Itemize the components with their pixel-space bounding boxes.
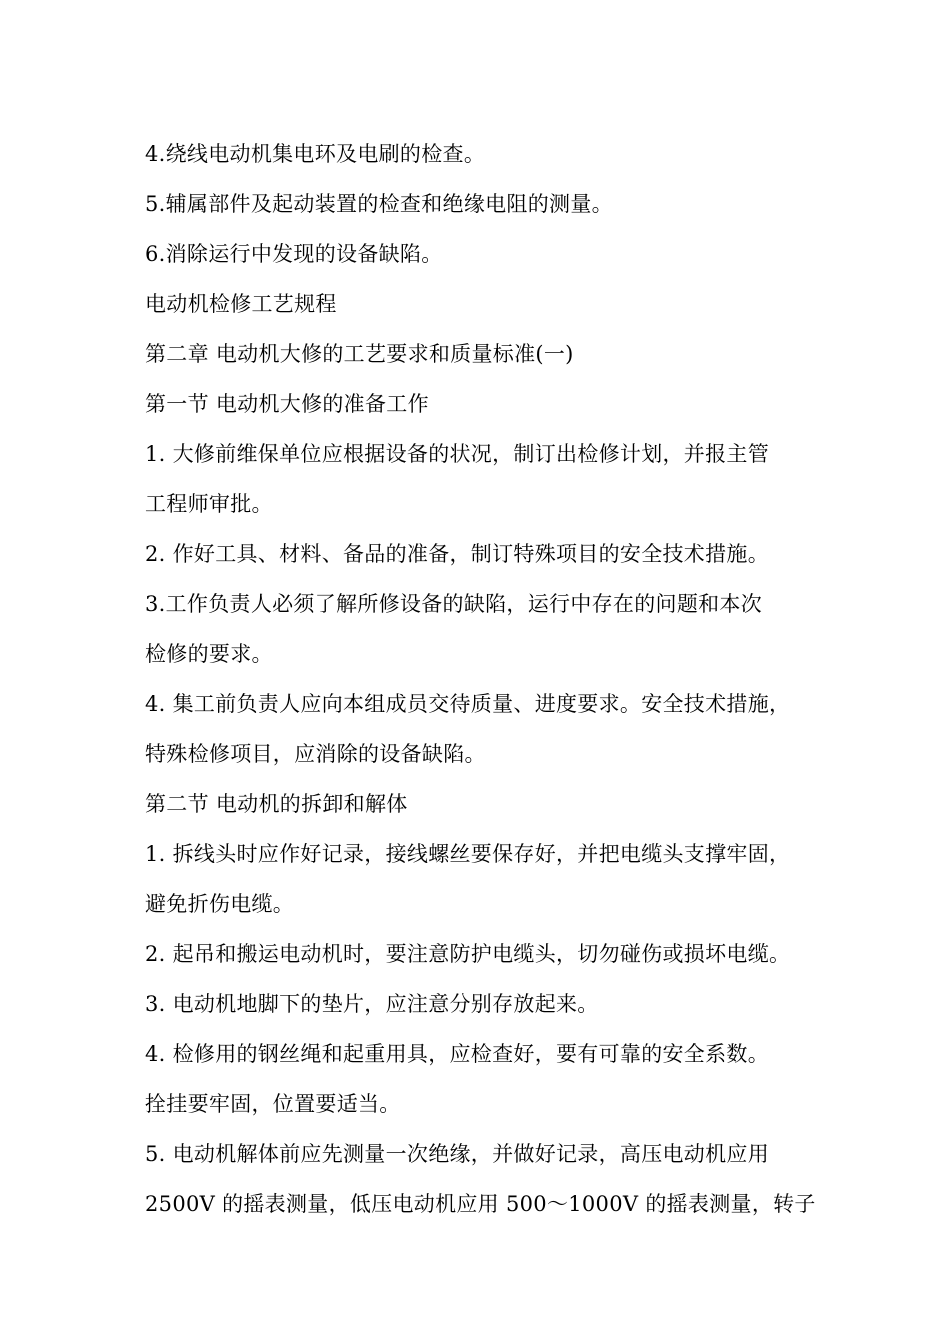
- paragraph-line: 特殊检修项目，应消除的设备缺陷。: [145, 742, 486, 766]
- paragraph-line: 检修的要求。: [145, 642, 273, 666]
- section-2-heading: 第二节 电动机的拆卸和解体: [145, 792, 408, 816]
- list-item-5-accessory-check: 5.辅属部件及起动装置的检查和绝缘电阻的测量。: [145, 192, 613, 216]
- list-item-4-slip-ring-check: 4.绕线电动机集电环及电刷的检查。: [145, 142, 486, 166]
- document-title: 电动机检修工艺规程: [145, 292, 337, 316]
- paragraph-line: 工程师审批。: [145, 492, 273, 516]
- paragraph-line: 避免折伤电缆。: [145, 892, 295, 916]
- paragraph-line: 2500V 的摇表测量，低压电动机应用 500～1000V 的摇表测量，转子: [145, 1192, 816, 1216]
- paragraph-line: 5. 电动机解体前应先测量一次绝缘，并做好记录，高压电动机应用: [145, 1142, 770, 1166]
- paragraph-line: 2. 作好工具、材料、备品的准备，制订特殊项目的安全技术措施。: [145, 542, 770, 566]
- paragraph-line: 4. 检修用的钢丝绳和起重用具，应检查好，要有可靠的安全系数。: [145, 1042, 770, 1066]
- list-item-6-defect-removal: 6.消除运行中发现的设备缺陷。: [145, 242, 443, 266]
- paragraph-line: 3. 电动机地脚下的垫片，应注意分别存放起来。: [145, 992, 599, 1016]
- document-body: [145, 129, 835, 1229]
- chapter-heading: 第二章 电动机大修的工艺要求和质量标准(一): [145, 342, 574, 366]
- paragraph-line: 1. 拆线头时应作好记录，接线螺丝要保存好，并把电缆头支撑牢固，: [145, 842, 791, 866]
- paragraph-line: 4. 集工前负责人应向本组成员交待质量、进度要求。安全技术措施，: [145, 692, 791, 716]
- section-1-heading: 第一节 电动机大修的准备工作: [145, 392, 429, 416]
- paragraph-line: 2. 起吊和搬运电动机时，要注意防护电缆头，切勿碰伤或损坏电缆。: [145, 942, 791, 966]
- paragraph-line: 拴挂要牢固，位置要适当。: [145, 1092, 401, 1116]
- paragraph-line: 3.工作负责人必须了解所修设备的缺陷，运行中存在的问题和本次: [145, 592, 763, 616]
- paragraph-line: 1. 大修前维保单位应根据设备的状况，制订出检修计划，并报主管: [145, 442, 770, 466]
